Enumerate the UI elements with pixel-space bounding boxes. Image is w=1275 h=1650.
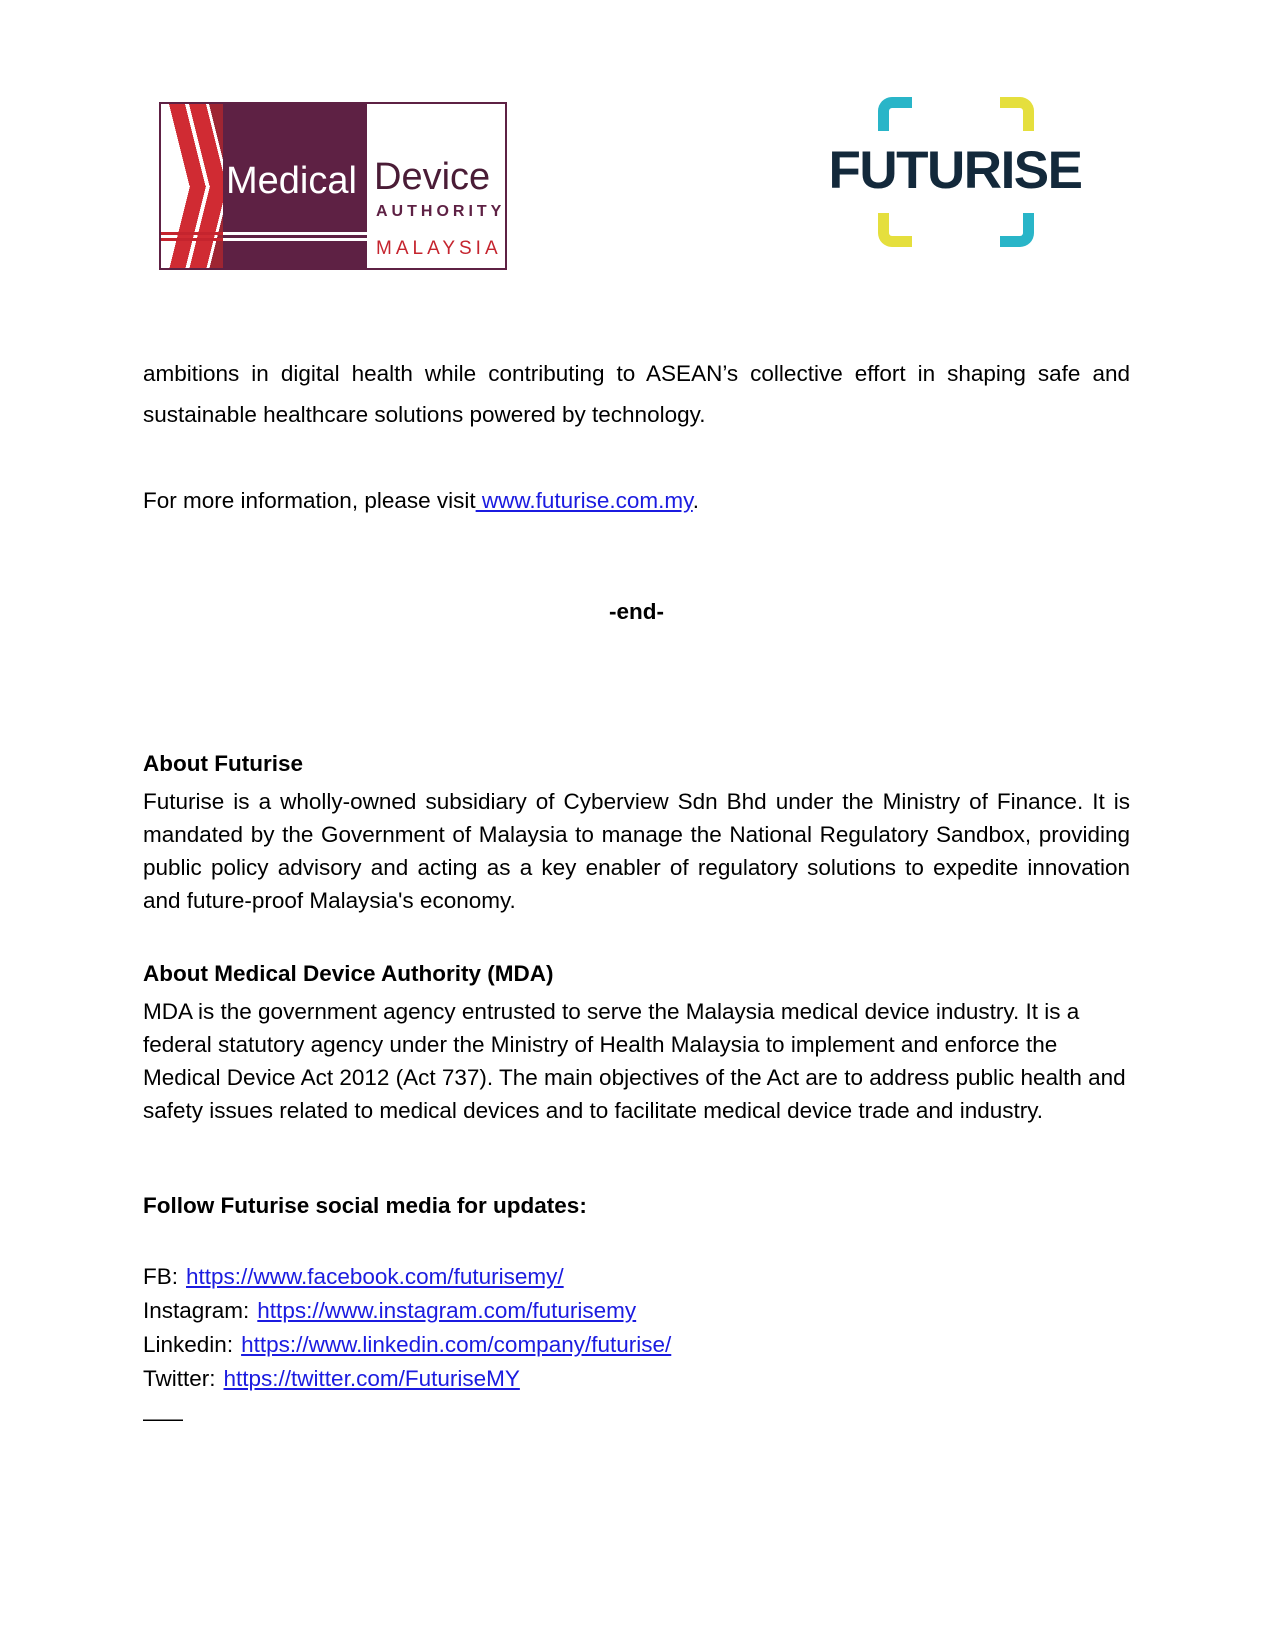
body-paragraph-continuation: ambitions in digital health while contributing to ASEAN’s collective effort in shaping safe and sustainable healthcare solutions powered by technology. [143,361,1130,427]
mda-malaysia-logo [159,102,507,270]
facebook-label: FB: [143,1264,179,1289]
social-link-row-twitter [143,1362,1130,1396]
mda-chevron-top-half [161,104,223,186]
linkedin-link[interactable]: https://www.linkedin.com/company/futurise/ [241,1332,672,1357]
about-mda-heading: About Medical Device Authority (MDA) [143,961,554,986]
about-futurise-text: Futurise is a wholly-owned subsidiary of Cyberview Sdn Bhd under the Ministry of Finance. It is mandated by the Government of Malaysia to manage the National Regulatory Sandbox, providing public policy advisory and acting as a key enabler of regulatory solutions to expedite innovation and future-proof Malaysia's economy. [143,789,1130,913]
mda-logo-text-authority: AUTHORITY [376,203,506,220]
bracket-top-right-icon [1000,97,1034,131]
futurise-wordmark: FUTURISE [828,141,1082,200]
footer-dash: —— [143,1406,178,1431]
about-futurise-heading: About Futurise [143,751,303,776]
mda-logo-text-medical: Medical [226,160,357,202]
twitter-label: Twitter: [143,1366,216,1391]
mda-double-rule [161,232,367,241]
bracket-bottom-left-icon [878,213,912,247]
bracket-bottom-right-icon [1000,213,1034,247]
facebook-link[interactable]: https://www.facebook.com/futurisemy/ [186,1264,564,1289]
social-link-row-linkedin [143,1328,1130,1362]
social-link-row-facebook [143,1260,1130,1294]
mda-logo-text-malaysia: MALAYSIA [376,238,502,259]
more-info-suffix: . [692,488,700,513]
end-marker: -end- [609,599,664,624]
social-link-row-instagram [143,1294,1130,1328]
bracket-top-left-icon [878,97,912,131]
twitter-link[interactable]: https://twitter.com/FuturiseMY [223,1366,520,1391]
about-mda-text: MDA is the government agency entrusted to serve the Malaysia medical device industry. It is a federal statutory agency under the Ministry of Health Malaysia to implement and enforce the Medical Device Act 2012 (Act 737). The main objectives of the Act are to address public health and safety issues related to medical devices and to facilitate medical device trade and industry. [143,999,1126,1123]
mda-chevron-bottom-half [161,186,223,268]
instagram-link[interactable]: https://www.instagram.com/futurisemy [257,1298,637,1323]
mda-chevron-icon [161,104,223,268]
more-info-line [143,484,1130,517]
more-info-prefix: For more information, please visit [143,488,476,513]
futurise-website-link[interactable]: www.futurise.com.my [475,488,693,513]
linkedin-label: Linkedin: [143,1332,234,1357]
mda-logo-text-device: Device [374,156,491,198]
instagram-label: Instagram: [143,1298,250,1323]
social-media-heading: Follow Futurise social media for updates: [143,1193,587,1218]
futurise-logo [810,96,1100,248]
mda-logo-white-panel [367,104,505,268]
